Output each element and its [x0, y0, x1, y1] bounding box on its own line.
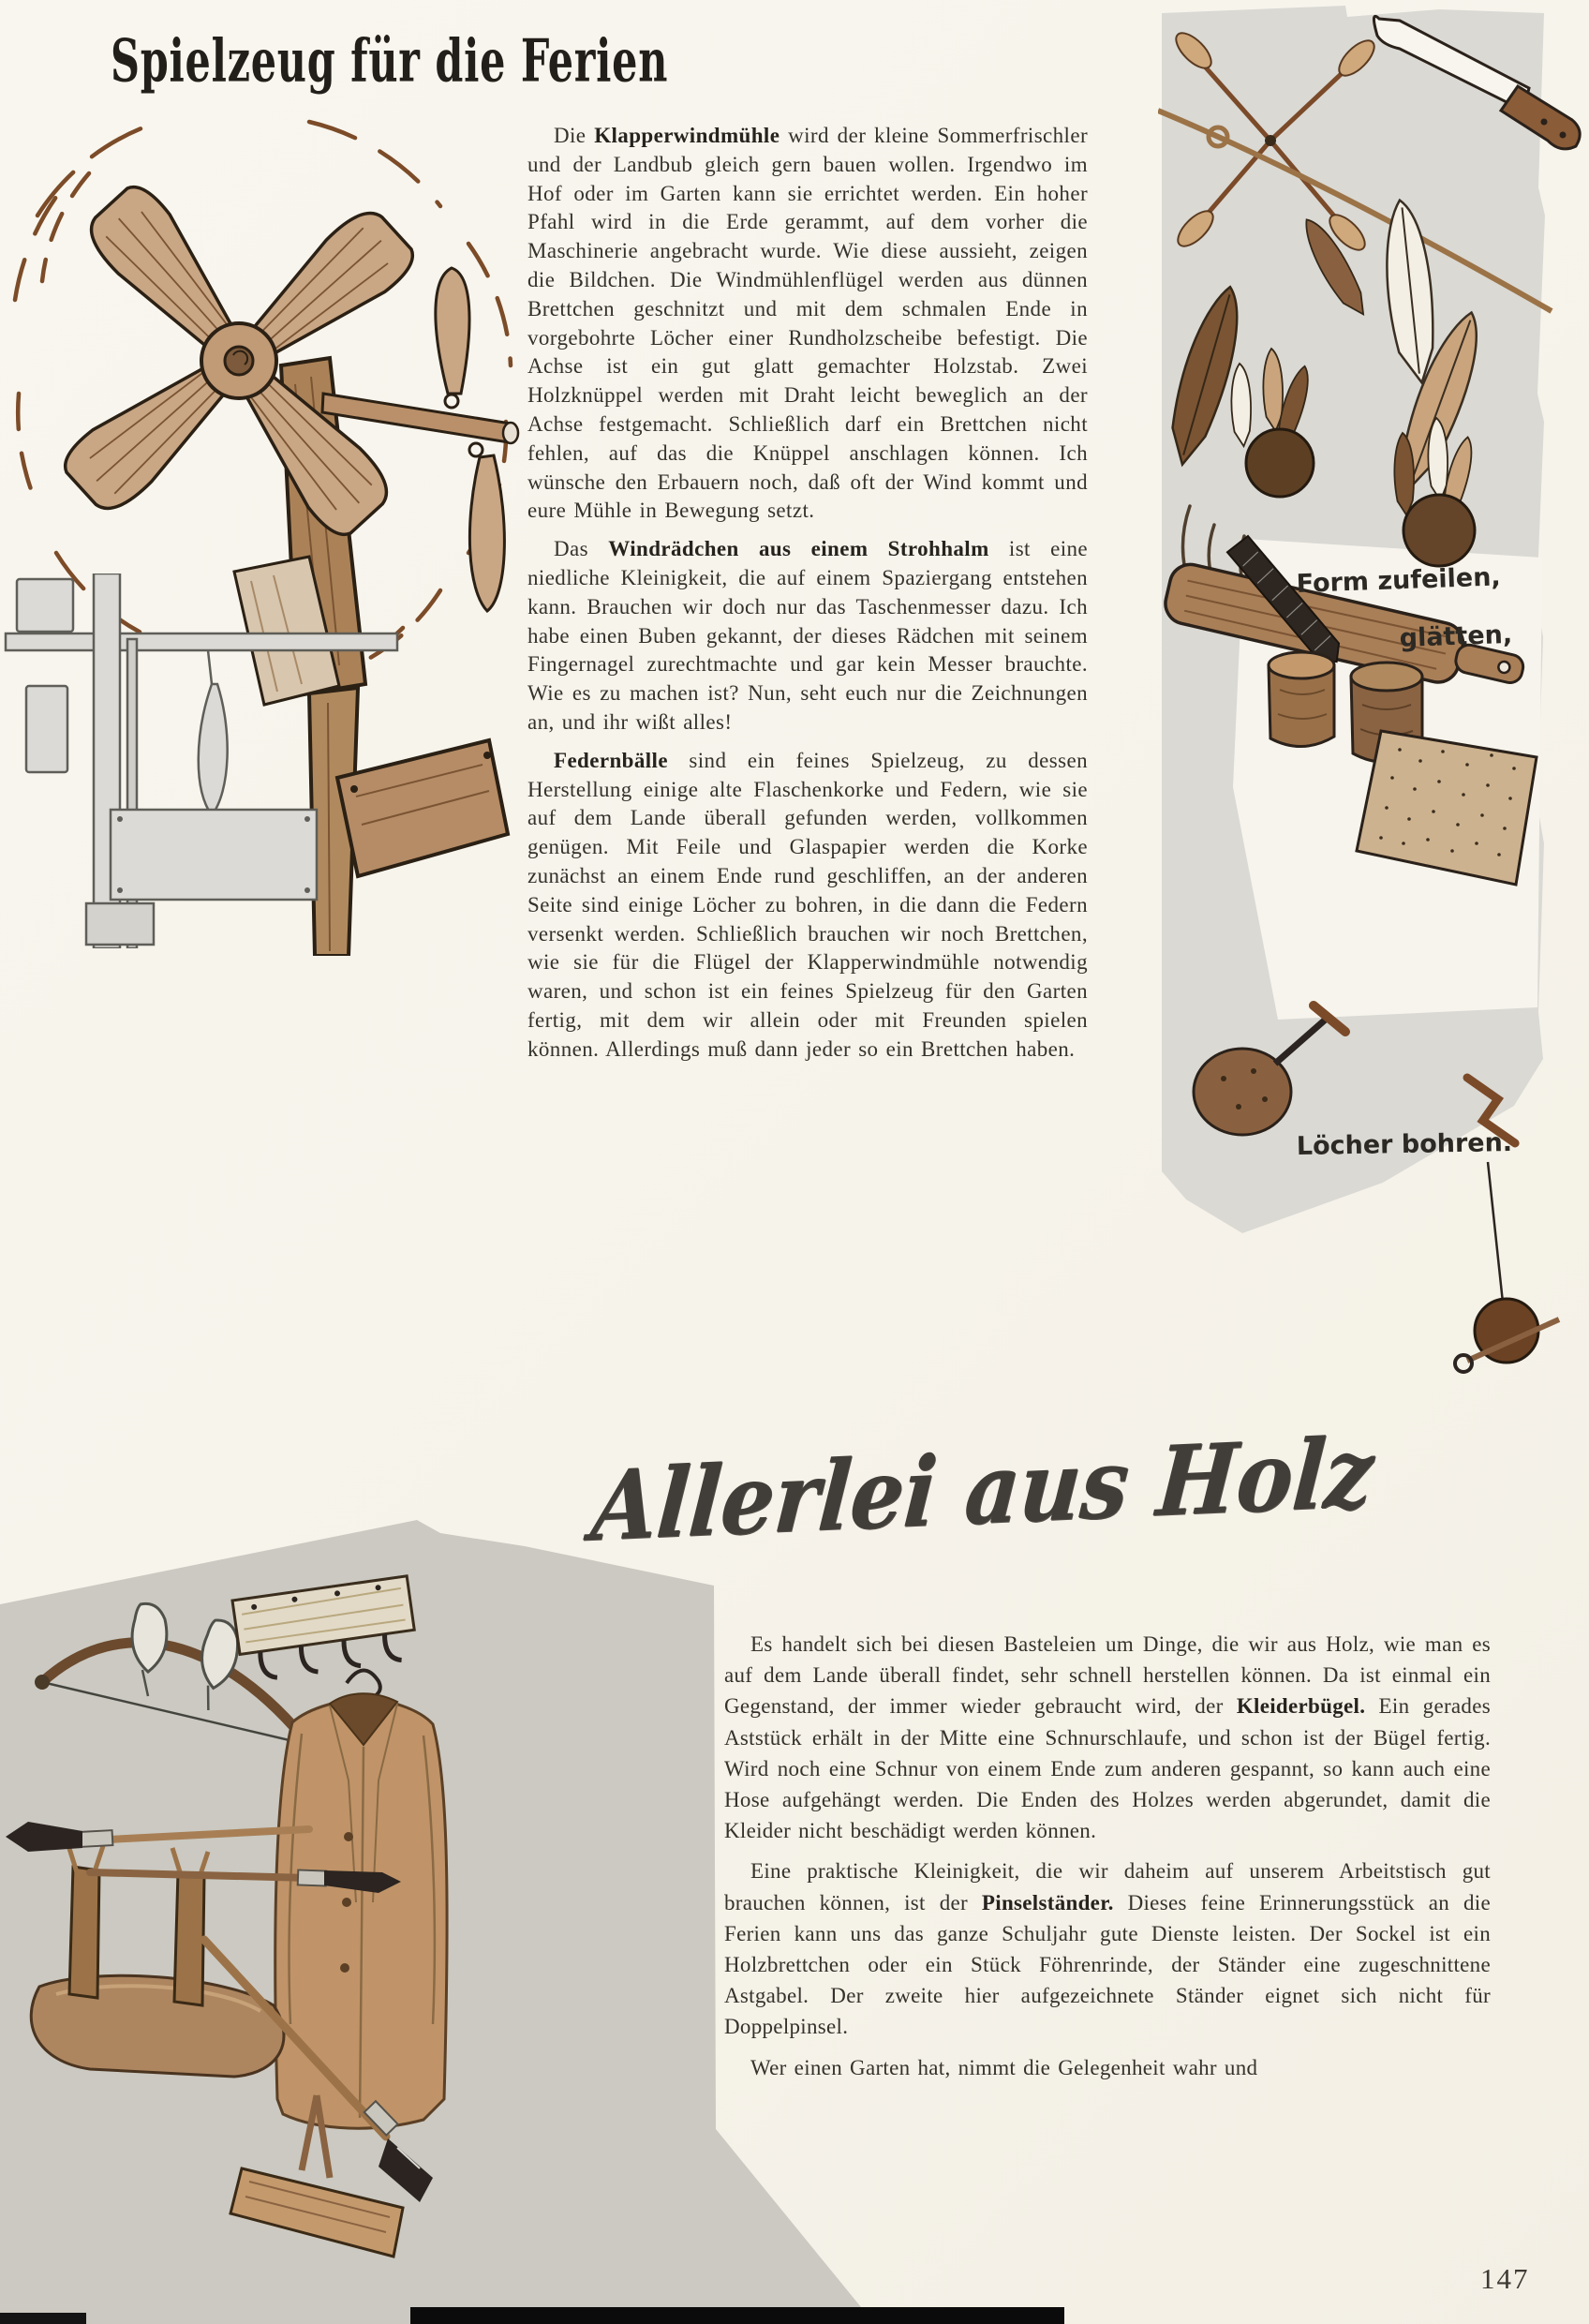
panel-label-loecher-bohren: Löcher bohren. — [1296, 1127, 1513, 1161]
paragraph-klapperwindmuehle — [527, 122, 1088, 526]
panel-label-form-zufeilen: Form zufeilen, — [1296, 562, 1502, 599]
article-wood-text-column — [724, 1629, 1491, 2093]
page-number: 147 — [1480, 2262, 1530, 2295]
paragraph-bold-term: Klapperwindmühle — [594, 124, 780, 147]
scan-edge-bar — [410, 2307, 1064, 2324]
paragraph-bold-term: Windrädchen aus einem Strohhalm — [608, 537, 989, 561]
paragraph-federnbaelle — [527, 747, 1088, 1065]
paragraph-text: wird der kleine Sommerfrischler und der Landbub gleich gern bauen wollen. Irgendwo im Hof oder im Garten kann sie errichtet werden. Ein hoher Pfahl wird in die Erde gerammt, auf dem vorher die Maschinerie angebracht wurde. Wie diese aussieht, zeigen die Bildchen. Die Windmühlenflügel werden aus dünnen Brettchen geschnitzt und mit dem schmalen Ende in vorgebohrte Löcher einer Rundholzscheibe befestigt. Die Achse ist ein gut glatt gemachter Holzstab. Zwei Holzknüppel werden mit Draht leicht beweglich an der Achse festgemacht. Schließlich darf ein Brettchen nicht fehlen, auf das die Knüppel anschlagen können. Ich wünsche den Erbauern noch, daß oft der Wind kommt und eure Mühle in Bewegung setzt. — [527, 124, 1089, 523]
paragraph-text: Dieses feine Erinnerungsstück an die Ferien kann uns das ganze Schuljahr gute Dienste leisten. Der Sockel ist ein Holzbrettchen oder ein Stück Föhrenrinde, der Ständer eine zugeschnittene Astgabel. Der zweite hier aufgezeichnete Ständer eignet sich nicht für Doppelpinsel. — [724, 1890, 1491, 2039]
paragraph-bold-term: Federnbälle — [554, 748, 668, 772]
paragraph-text: Wer einen Garten hat, nimmt die Gelegenheit wahr und — [750, 2055, 1258, 2079]
panel-label-glaetten: glätten, — [1399, 619, 1513, 653]
paragraph-text: Das — [554, 537, 609, 561]
scan-edge-corner — [0, 2313, 86, 2324]
paragraph-kleiderbuegel — [724, 1629, 1491, 1846]
paragraph-text: Ein gerades Aststück erhält in der Mitte eine Schnurschlaufe, und schon ist der Bügel fertig. Wird noch eine Schnur von einem Ende zum anderen gespannt, so kann auch eine Hose aufgehängt werden. Die Enden des Holzes werden abgerundet, damit die Kleider nicht beschädigt werden können. — [724, 1694, 1491, 1843]
article-toys-text-column — [527, 122, 1088, 1074]
paragraph-bold-term: Kleiderbügel. — [1236, 1694, 1366, 1719]
paragraph-bold-term: Pinselständer. — [981, 1890, 1114, 1914]
windmill-mechanism-diagram — [0, 574, 403, 948]
paragraph-garten — [724, 2052, 1491, 2083]
paragraph-text: Eine praktische Kleinigkeit, die wir daheim auf unserem Arbeitstisch gut brauchen können, ist der — [724, 1859, 1491, 1914]
paragraph-text: ist eine niedliche Kleinigkeit, die auf einem Spaziergang entstehen kann. Brauchen wir doch nur das Taschenmesser dazu. Ich habe einen Buben gekannt, der dieses Rädchen mit seinem Fingernagel zurechtmachte und gar kein Messer brauchte. Wie es zu machen ist? Nun, seht euch nur die Zeichnungen an, und ihr wißt alles! — [527, 537, 1088, 734]
section-title: Allerlei aus Holz — [587, 1416, 1377, 1564]
paragraph-text: sind ein feines Spielzeug, zu dessen Herstellung einige alte Flaschenkorke und Federn, wie sie auf dem Lande überall gefunden werden, vollkommen genügen. Mit Feile und Glaspapier werden die Korke zunächst an einem Ende rund geschliffen, an der anderen Seite sind einige Löcher zu bohren, in die dann die Federn versenkt werden. Schließlich brauchen wir noch Brettchen, wie sie für die Flügel der Klapperwindmühle notwendig waren, und schon ist ein feines Spielzeug für den Garten fertig, mit dem wir allein oder mit Freunden spielen können. Allerdings muß dann jeder so ein Brettchen haben. — [527, 748, 1088, 1061]
paragraph-text: Es handelt sich bei diesen Basteleien um Dinge, die wir aus Holz, wie man es auf dem Lande überall findet, sehr schnell herstellen können. Da ist einmal ein Gegenstand, der immer wieder gebraucht wird, der — [724, 1632, 1491, 1719]
cork-on-string-icon — [1455, 1162, 1559, 1372]
page-title: Spielzeug für die Ferien — [111, 26, 669, 96]
windmill-rotor — [55, 177, 423, 544]
craft-steps-panel — [1158, 0, 1589, 1387]
paragraph-pinselstaender — [724, 1855, 1491, 2042]
coat-icon — [275, 1670, 447, 2128]
paragraph-text: Die — [554, 124, 595, 147]
paragraph-windraedchen — [527, 535, 1088, 737]
